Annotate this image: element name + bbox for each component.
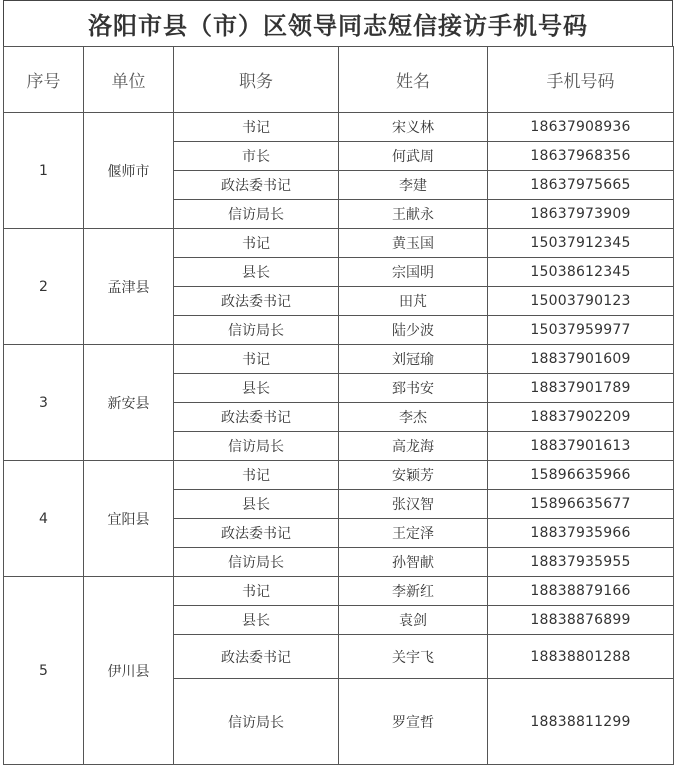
position-cell: 书记: [174, 345, 339, 374]
name-cell: 郅书安: [339, 374, 488, 403]
seq-cell: 3: [4, 345, 84, 461]
name-cell: 高龙海: [339, 432, 488, 461]
seq-cell: 1: [4, 113, 84, 229]
position-cell: 书记: [174, 461, 339, 490]
phone-cell: 18838876899: [488, 606, 674, 635]
position-cell: 政法委书记: [174, 403, 339, 432]
name-cell: 罗宣哲: [339, 679, 488, 765]
position-cell: 信访局长: [174, 432, 339, 461]
phone-cell: 18837901789: [488, 374, 674, 403]
table-row: [4, 577, 674, 606]
phone-cell: 18837902209: [488, 403, 674, 432]
position-cell: 信访局长: [174, 679, 339, 765]
name-cell: 张汉智: [339, 490, 488, 519]
name-cell: 王定泽: [339, 519, 488, 548]
name-cell: 李建: [339, 171, 488, 200]
name-cell: 李杰: [339, 403, 488, 432]
table-body: [4, 113, 674, 765]
phone-cell: 15896635677: [488, 490, 674, 519]
header-name: 姓名: [339, 47, 488, 113]
phone-cell: 15896635966: [488, 461, 674, 490]
name-cell: 李新红: [339, 577, 488, 606]
name-cell: 宗国明: [339, 258, 488, 287]
table-row: [4, 345, 674, 374]
position-cell: 政法委书记: [174, 519, 339, 548]
position-cell: 书记: [174, 229, 339, 258]
name-cell: 刘冠瑜: [339, 345, 488, 374]
name-cell: 安颖芳: [339, 461, 488, 490]
table-row: [4, 113, 674, 142]
document-title: 洛阳市县（市）区领导同志短信接访手机号码: [3, 0, 673, 46]
table-bottom-rule: [3, 764, 673, 765]
position-cell: 县长: [174, 606, 339, 635]
contact-table: [3, 46, 674, 765]
name-cell: 陆少波: [339, 316, 488, 345]
phone-cell: 18637975665: [488, 171, 674, 200]
name-cell: 田芃: [339, 287, 488, 316]
header-row: [4, 47, 674, 113]
phone-cell: 18838801288: [488, 635, 674, 679]
table-row: [4, 229, 674, 258]
unit-cell: 伊川县: [84, 577, 174, 765]
table-row: [4, 461, 674, 490]
seq-cell: 4: [4, 461, 84, 577]
phone-cell: 15003790123: [488, 287, 674, 316]
unit-cell: 孟津县: [84, 229, 174, 345]
unit-cell: 偃师市: [84, 113, 174, 229]
phone-cell: 18837935966: [488, 519, 674, 548]
phone-cell: 18837901613: [488, 432, 674, 461]
phone-cell: 18637908936: [488, 113, 674, 142]
phone-cell: 15037912345: [488, 229, 674, 258]
position-cell: 市长: [174, 142, 339, 171]
position-cell: 政法委书记: [174, 171, 339, 200]
phone-cell: 15037959977: [488, 316, 674, 345]
name-cell: 王献永: [339, 200, 488, 229]
name-cell: 袁剑: [339, 606, 488, 635]
phone-cell: 18637968356: [488, 142, 674, 171]
phone-cell: 18838811299: [488, 679, 674, 765]
header-position: 职务: [174, 47, 339, 113]
header-unit: 单位: [84, 47, 174, 113]
position-cell: 政法委书记: [174, 287, 339, 316]
position-cell: 县长: [174, 374, 339, 403]
seq-cell: 2: [4, 229, 84, 345]
name-cell: 何武周: [339, 142, 488, 171]
position-cell: 书记: [174, 577, 339, 606]
position-cell: 政法委书记: [174, 635, 339, 679]
header-seq: 序号: [4, 47, 84, 113]
phone-cell: 18838879166: [488, 577, 674, 606]
unit-cell: 宜阳县: [84, 461, 174, 577]
name-cell: 宋义林: [339, 113, 488, 142]
position-cell: 书记: [174, 113, 339, 142]
position-cell: 县长: [174, 258, 339, 287]
name-cell: 黄玉国: [339, 229, 488, 258]
phone-cell: 18637973909: [488, 200, 674, 229]
position-cell: 信访局长: [174, 548, 339, 577]
phone-cell: 18837901609: [488, 345, 674, 374]
position-cell: 信访局长: [174, 200, 339, 229]
unit-cell: 新安县: [84, 345, 174, 461]
position-cell: 信访局长: [174, 316, 339, 345]
header-phone: 手机号码: [488, 47, 674, 113]
name-cell: 孙智献: [339, 548, 488, 577]
phone-cell: 18837935955: [488, 548, 674, 577]
position-cell: 县长: [174, 490, 339, 519]
phone-cell: 15038612345: [488, 258, 674, 287]
seq-cell: 5: [4, 577, 84, 765]
name-cell: 关宇飞: [339, 635, 488, 679]
